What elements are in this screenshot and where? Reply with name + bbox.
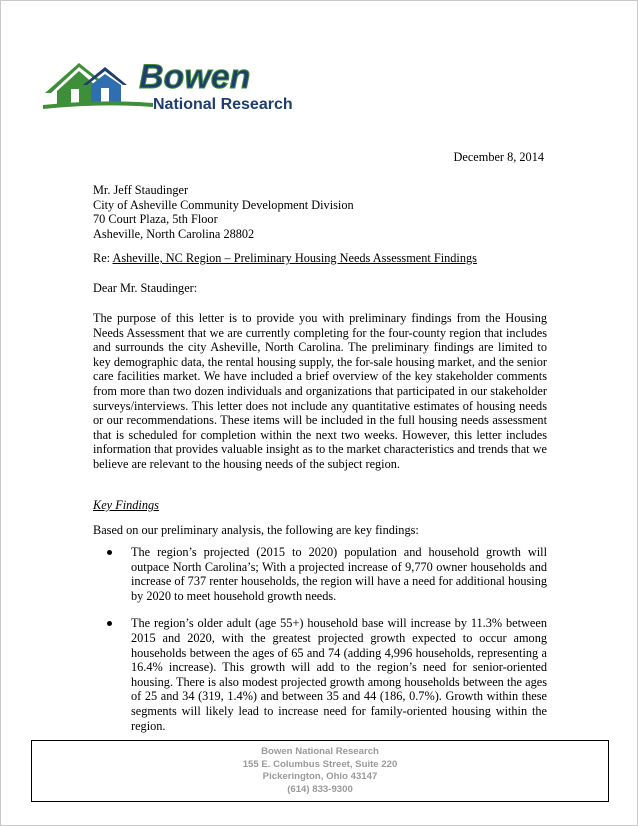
footer-address-box	[31, 740, 609, 802]
house-icon	[43, 63, 153, 109]
re-prefix: Re:	[93, 251, 113, 265]
salutation: Dear Mr. Staudinger:	[93, 281, 198, 295]
recipient-address	[93, 183, 354, 241]
key-findings-intro: Based on our preliminary analysis, the following are key findings:	[93, 523, 419, 537]
re-subject: Asheville, NC Region – Preliminary Housing Needs Assessment Findings	[112, 251, 477, 265]
body-paragraph: The purpose of this letter is to provide you with preliminary findings from the Housing Needs Assessment that we are currently completing for the four-county region that includes and surrounds the city Asheville, North Carolina. The preliminary findings are limited to key demographic data, the rental housing supply, the for-sale housing market, and the senior care facilities market. We have included a brief overview of the key stakeholder comments from more than two dozen individuals and organizations that participated in our stakeholder surveys/interviews. This letter does not include any quantitative estimates of housing needs or our recommendations. These items will be included in the full housing needs assessment that is scheduled for completion within the next two weeks. However, this letter includes information that provides valuable insight as to the market characteristics and trends that we believe are relevant to the housing needs of the subject region.	[93, 311, 547, 471]
key-findings-heading: Key Findings	[93, 498, 159, 512]
bowen-logo	[43, 55, 333, 113]
recipient-name: Mr. Jeff Staudinger	[93, 183, 189, 197]
footer-city: Pickerington, Ohio 43147	[262, 771, 378, 783]
key-findings-list	[93, 545, 547, 746]
recipient-street: 70 Court Plaza, 5th Floor	[93, 212, 218, 226]
list-item	[93, 545, 547, 603]
re-line	[93, 251, 477, 266]
list-item-text: The region’s older adult (age 55+) household base will increase by 11.3% between 2015 and 2020, with the greatest projected growth expected to occur among households between the ages of 65 and 74 (adding 4,996 households, representing a 16.4% increase). This growth will add to the region’s need for senior-oriented housing. There is also modest projected growth among households between the ages of 25 and 34 (319, 1.4%) and between 35 and 44 (186, 0.7%). Growth within these segments will likely lead to increase need for family-oriented housing within the region.	[131, 616, 547, 733]
recipient-city: Asheville, North Carolina 28802	[93, 226, 255, 241]
footer-company: Bowen National Research	[261, 746, 379, 757]
list-item-text: The region’s projected (2015 to 2020) population and household growth will outpace North Carolina’s; With a projected increase of 9,770 owner households and increase of 737 renter households, the region will have a need for additional housing by 2020 to meet household growth needs.	[131, 545, 547, 603]
recipient-organization: City of Asheville Community Development Division	[93, 197, 354, 212]
logo-name: Bowen	[139, 58, 251, 96]
bullet-icon	[107, 550, 112, 555]
logo-tagline: National Research	[153, 96, 293, 113]
footer-phone: (614) 833-9300	[287, 783, 353, 795]
list-item	[93, 616, 547, 733]
letter-date: December 8, 2014	[453, 150, 544, 164]
footer-street: 155 E. Columbus Street, Suite 220	[242, 758, 398, 770]
bullet-icon	[107, 621, 112, 626]
